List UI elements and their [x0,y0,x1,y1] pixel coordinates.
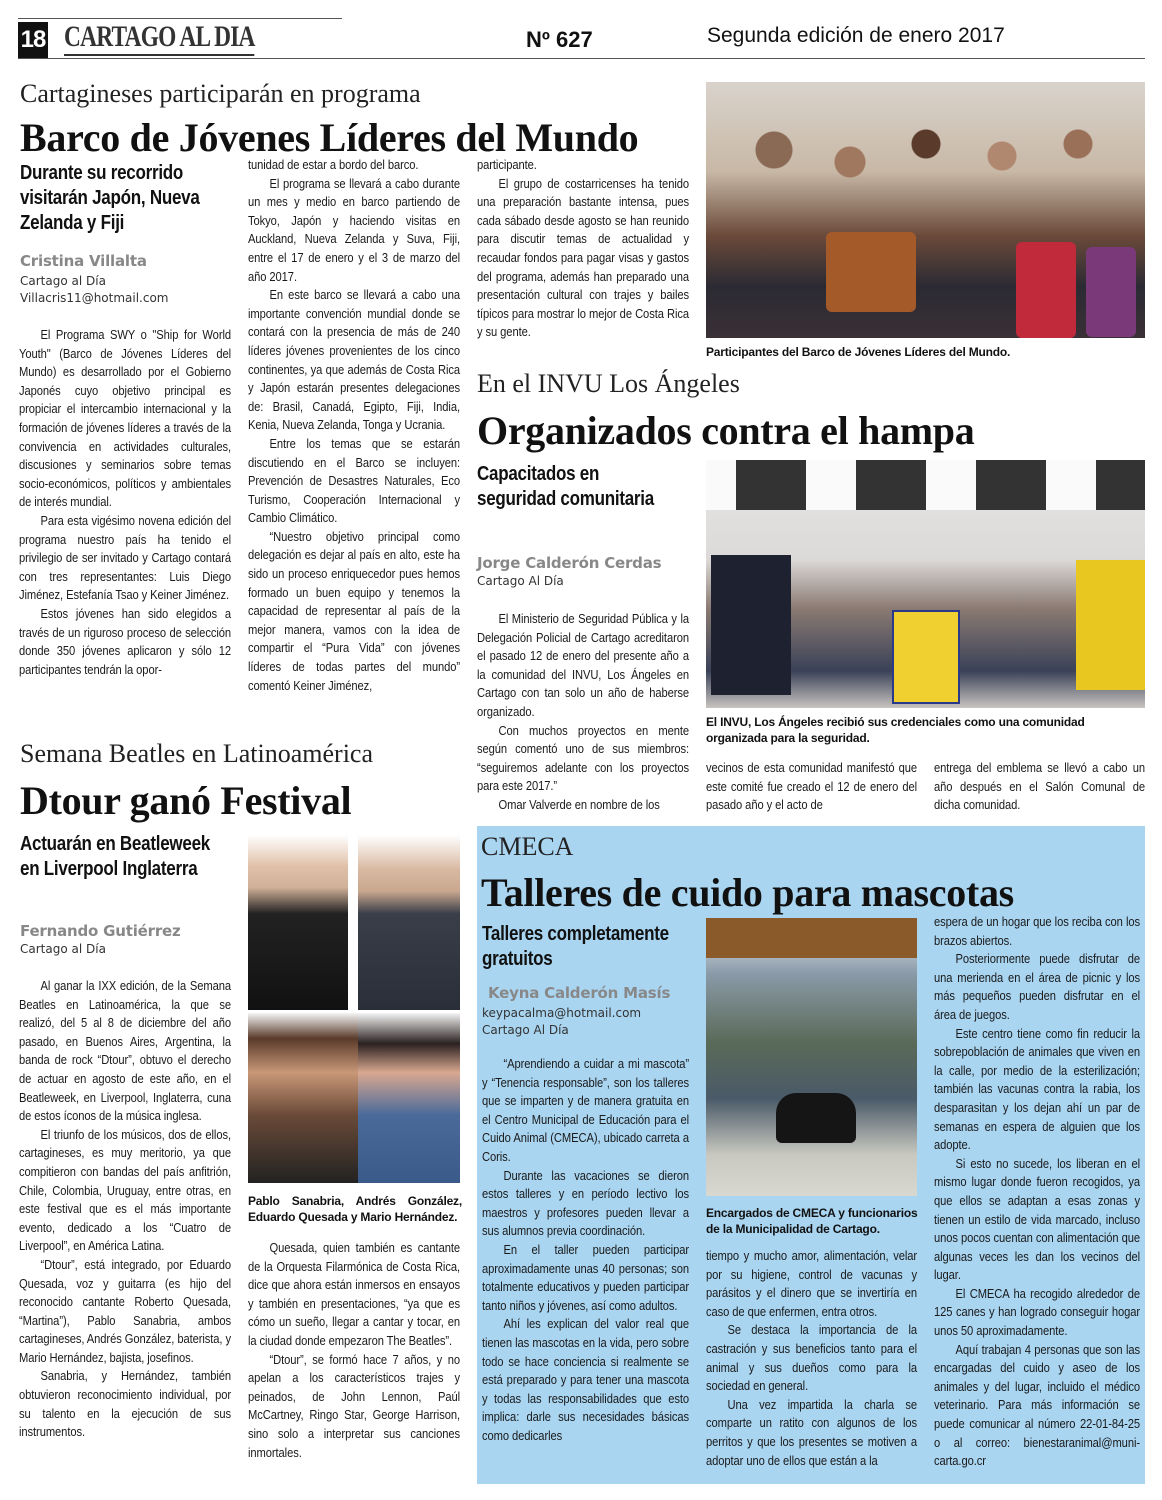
paragraph: Para esta vigésimo novena edición del programa nuestro país ha tenido el privilegio de ser invitado y Cartago contará con tres representantes: Luis Diego Jiménez, Estefanía Tsao y Keiner Jiménez. [19,512,231,603]
dog [776,1093,856,1143]
issue-number: Nº 627 [526,27,593,52]
masthead-top-rule [18,18,342,19]
paragraph: participante. [477,157,537,172]
paragraph: Durante las vacaciones se dieron estos talleres y en período lectivo los maestros y profesores pueden llevar a sus alumnos previa coordinación. [482,1167,689,1239]
barco-photo-caption: Participantes del Barco de Jóvenes Líderes del Mundo. [706,345,1011,359]
barco-byline: Cristina Villalta [20,252,147,270]
paragraph: Aquí trabajan 4 personas que son las encargadas del cuido y aseo de los animales y del lugar, incluido el médico veterinario. Para más información se puede comunicar al número 22-01-84-25 o al correo: bienestaranimal@muni-carta.go.cr [934,1341,1140,1469]
paragraph: El CMECA ha recogido alrededor de 125 canes y han logrado conseguir hogar unos 50 aproximadamente. [934,1285,1140,1339]
cmeca-byline: Keyna Calderón Masís [488,984,671,1002]
barco-group-photo [706,82,1145,338]
paragraph: espera de un hogar que los reciba con los brazos abiertos. [934,914,1140,948]
invu-source: Cartago Al Día [477,574,564,588]
paragraph: El Ministerio de Seguridad Pública y la Delegación Policial de Cartago acreditaron el pasado 12 de enero del presente año a la comunidad del INVU, Los Ángeles en Cartago con tan solo un año de haberse organizado. [477,611,689,719]
barco-headline: Barco de Jóvenes Líderes del Mundo [20,115,639,160]
invu-photo-caption: El INVU, Los Ángeles recibió sus credenciales como una comunidad organizada para la seguridad. [706,715,1085,745]
paragraph: En el taller pueden participar aproximadamente unas 40 personas; son totalmente educativos y pueden participar tanto niños y jóvenes, así como adultos. [482,1241,689,1313]
musician-photo [358,1013,460,1183]
paragraph: “Dtour”, se formó hace 7 años, y no apelan a los característicos trajes y peinados, de John Lennon, Paúl McCartney, Ringo Star, George Harrison, sino solo a interpretar sus canciones inmortales. [248,1351,460,1460]
beatles-photo-caption: Pablo Sanabria, Andrés González, Eduardo Quesada y Mario Hernández. [248,1194,462,1224]
police-officer [711,555,791,695]
paragraph: Sanabria, y Hernández, también obtuvieron reconocimiento individual, por su talento en la ejecución de sus instrumentos. [19,1368,231,1440]
invu-community-photo [706,460,1145,708]
newspaper-logo: CARTAGO AL DIA [64,20,255,56]
paragraph: Se destaca la importancia de la castración y sus beneficios tanto para el animal y sus dueños como para la sociedad en general. [706,1322,917,1394]
barco-email: Villacris11@hotmail.com [20,291,169,305]
paragraph: Quesada, quien también es cantante de la Orquesta Filarmónica de Costa Rica, dice que ahora están inmersos en ensayos y también en presentaciones, “ya que es cómo un sueño, llegar a cantar y tocar, en la ciudad donde empezaron The Beatles”. [248,1240,460,1348]
community-sign [892,610,960,704]
beatles-kicker: Semana Beatles en Latinoamérica [20,739,374,768]
paragraph: El Programa SWY o "Ship for World Youth" (Barco de Jóvenes Líderes del Mundo) es desarrollado por el Gobierno Japonés cuyo objetivo principal es propiciar el intercambio internacional y la formación de jóvenes líderes a través de la convivencia en actividades culturales, discusiones y seminarios sobre temas socio-económicos, políticos y ambientales de interés mundial. [19,327,231,510]
musician-photo [358,835,460,1010]
paragraph: entrega del emblema se llevó a cabo un año después en el Salón Comunal de dicha comunidad. [934,760,1145,813]
paragraph: Omar Valverde en nombre de los [498,796,660,812]
paragraph: Una vez impartida la charla se comparte un ratito con algunos de los perritos y que los presentes se motiven a adoptar uno de ellos que están a la [706,1396,917,1468]
cmeca-staff-photo [706,918,917,1196]
beatles-byline: Fernando Gutiérrez [20,922,181,940]
cmeca-subhead: Talleres completamente gratuitos [482,923,669,970]
paragraph: “Aprendiendo a cuidar a mi mascota” y “Tenencia responsable”, son los talleres que se imparten y de manera gratuita en el Centro Municipal de Educación para el Cuido Animal (CMECA), ubicado carreta a Coris. [482,1056,689,1164]
beatles-headline: Dtour ganó Festival [20,778,352,823]
paragraph: Si esto no sucede, los liberan en el mismo lugar donde fueron recogidos, ya que ellos se adaptan a esas zonas y tienen un estilo de vida marcado, incluso unos pocos cuentan con alimentación que algunas veces les dan los vecinos del lugar. [934,1155,1140,1283]
suitcase [1016,242,1076,338]
beatles-column-2 [248,1239,460,1462]
suitcase [1086,247,1136,337]
paragraph: “Nuestro objetivo principal como delegación es dejar al país en alto, este ha sido un proceso enriquecedor pues hemos formado un buen equipo y tenemos la capacidad de representar al país de la mejor manera, vamos con la idea de compartir el “Pura Vida” con jóvenes líderes de todas partes del mundo” comentó Keiner Jiménez, [248,528,460,693]
paragraph: Entre los temas que se estarán discutiendo en el Barco se incluyen: Prevención de Desastres Naturales, Eco Turismo, Cooperación Internacional y Cambio Climático. [248,435,460,526]
cmeca-column-2 [706,1247,917,1470]
invu-kicker: En el INVU Los Ángeles [477,369,740,398]
paragraph: El triunfo de los músicos, dos de ellos, cartagineses, es muy meritorio, ya que compitieron con bandas del país anfitrión, Chile, Colombia, Uruguay, entre otras, en este festival que es el más importante evento, dedicado a los “Cuatro de Liverpool”, en América Latina. [19,1126,231,1254]
barco-column-1 [19,326,231,679]
windows [706,460,1145,510]
invu-column-2 [706,759,917,815]
dtour-band-photo [248,835,460,1185]
paragraph: tiempo y mucho amor, alimentación, velar por su higiene, control de vacunas y parásitos y el dinero que se invertiría en caso de que enfermen, entra otros. [706,1248,917,1319]
edition-date: Segunda edición de enero 2017 [707,24,1005,47]
paragraph: vecinos de esta comunidad manifestó que este comité fue creado el 12 de enero del pasado año y el acto de [706,760,917,813]
page-number: 18 [18,22,48,58]
paragraph: En este barco se llevará a cabo una importante convención mundial donde se contará con la presencia de más de 240 líderes jóvenes provenientes de los cinco continentes, ya que además de Costa Rica y Japón estarán presentes delegaciones de: Brasil, Canadá, Egipto, Fiji, India, Kenia, Nueva Zelanda, Tonga y Ucrania. [248,287,460,433]
invu-subhead: Capacitados en seguridad comunitaria [477,463,654,510]
cmeca-column-1 [482,1055,689,1445]
invu-byline: Jorge Calderón Cerdas [477,554,662,572]
barco-subhead: Durante su recorrido visitarán Japón, Nueva Zelanda y Fiji [20,162,200,234]
cmeca-headline: Talleres de cuido para mascotas [481,870,1014,915]
police-officer [1076,560,1145,690]
paragraph: Estos jóvenes han sido elegidos a través de un riguroso proceso de selección donde 350 jóvenes aplicaron y sólo 12 participantes tendrán la opor- [19,605,231,677]
paragraph: tunidad de estar a bordo del barco. [248,157,419,172]
barco-column-3 [477,156,689,342]
paragraph: Ahí les explican del valor real que tienen las mascotas en la vida, pero sobre todo se hace conciencia si realmente se está preparado y para tener una mascota y todas las responsabilidades que esto implica: darle sus necesidades básicas como dedicarles [482,1316,689,1443]
paragraph: El grupo de costarricenses ha tenido una preparación bastante intensa, pues cada sábado desde agosto se han reunido para discutir temas de actualidad y recaudar fondos para pagar visas y gastos del programa, además han preparado una presentación cultural con trajes y bailes típicos para mostrar lo mejor de Costa Rica y su gente. [477,175,689,340]
cmeca-source: Cartago Al Día [482,1023,569,1037]
paragraph: Posteriormente puede disfrutar de una merienda en el área de picnic y los más pequeños pueden disfrutar en el área de juegos. [934,951,1140,1022]
musician-photo [248,835,348,1010]
paragraph: Este centro tiene como fin reducir la sobrepoblación de animales que viven en la calle, por medio de la esterilización; también las vacunas contra la rabia, los desparasitan y los dejan ahí un par de semanas en espera de alguien que los adopte. [934,1025,1140,1153]
group-faces [736,102,1116,222]
barco-kicker: Cartagineses participarán en programa [20,79,421,108]
musician-photo [248,1013,358,1183]
invu-column-3 [934,759,1145,815]
barco-source: Cartago al Día [20,274,106,288]
paragraph: Con muchos proyectos en mente según comentó uno de sus miembros: “seguiremos adelante con los proyectos para este 2017.” [477,722,689,794]
cmeca-column-3 [934,913,1140,1471]
cmeca-kicker: CMECA [481,832,574,861]
roof [706,918,917,958]
suitcase [826,232,916,312]
paragraph: El programa se llevará a cabo durante un mes y medio en barco partiendo de Tokyo, Japón y haciendo visitas en Auckland, Nueva Zelanda y Suva, Fiji, entre el 17 de enero y el 3 de marzo del año 2017. [248,175,460,284]
paragraph: “Dtour”, está integrado, por Eduardo Quesada, voz y guitarra (es hijo del reconocido cantante Roberto Quesada, “Martina”), Pablo Sanabria, ambos cartagineses, Andrés González, baterista, y Mario Hernández, bajista, josefinos. [19,1256,231,1365]
invu-column-1 [477,610,689,815]
beatles-column-1 [19,977,231,1442]
cmeca-photo-caption: Encargados de CMECA y funcionarios de la Municipalidad de Cartago. [706,1206,918,1236]
invu-headline: Organizados contra el hampa [477,408,975,453]
beatles-subhead: Actuarán en Beatleweek en Liverpool Inglaterra [20,833,210,880]
cmeca-email: keypacalma@hotmail.com [482,1006,642,1020]
paragraph: Al ganar la IXX edición, de la Semana Beatles en Latinoamérica, la que se realizó, del 5 al 8 de diciembre del año pasado, en Buenos Aires, Argentina, la banda de rock “Dtour”, obtuvo el derecho de actuar en agosto de este año, en el Beatleweek, en Liverpool, Inglaterra, cuna de estos íconos de la música inglesa. [19,978,231,1124]
masthead-bottom-rule [18,58,1145,59]
barco-column-2 [248,156,460,695]
beatles-source: Cartago al Día [20,942,106,956]
